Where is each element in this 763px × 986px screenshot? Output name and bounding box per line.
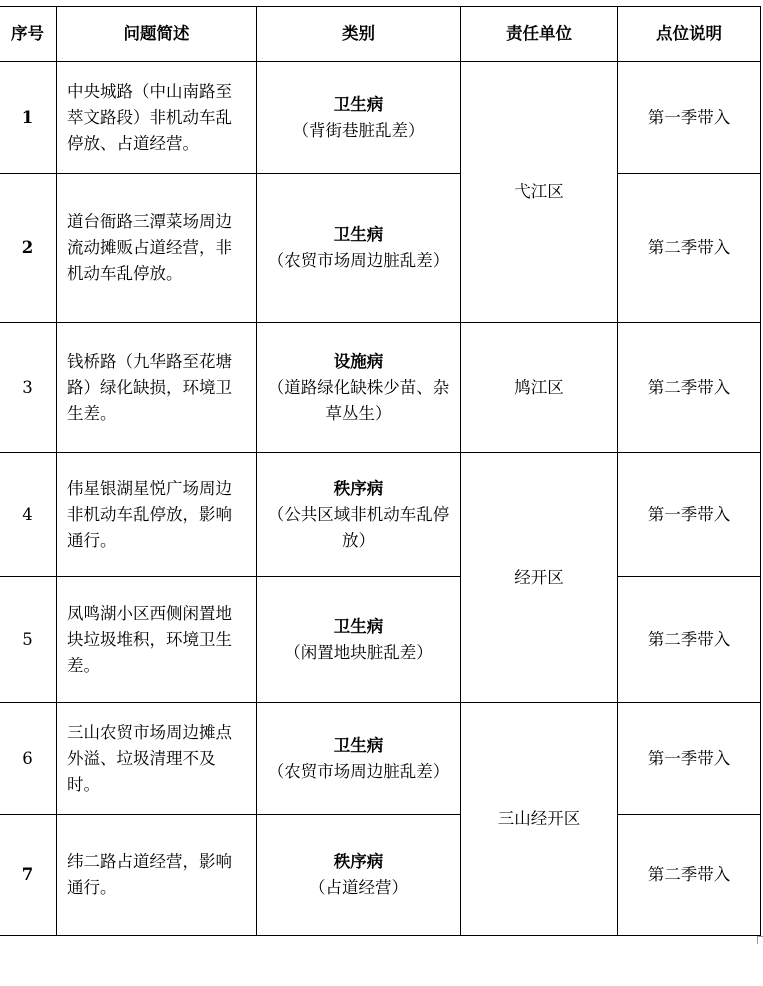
unit-text: 鸠江区 bbox=[514, 377, 564, 397]
responsible-unit bbox=[461, 323, 618, 453]
point-note: 第一季带入 bbox=[618, 703, 761, 815]
category-detail: （闲置地块脏乱差） bbox=[284, 642, 433, 662]
header-cell-desc: 问题简述 bbox=[57, 7, 257, 62]
problem-description: 伟星银湖星悦广场周边非机动车乱停放，影响通行。 bbox=[57, 453, 257, 577]
responsible-unit bbox=[461, 453, 618, 703]
issue-table bbox=[0, 6, 761, 936]
category-detail: （农贸市场周边脏乱差） bbox=[267, 761, 450, 781]
category-detail: （公共区域非机动车乱停放） bbox=[267, 504, 450, 550]
category-name: 秩序病 bbox=[333, 478, 384, 498]
header-cell-unit: 责任单位 bbox=[461, 7, 618, 62]
category-name: 设施病 bbox=[333, 351, 384, 371]
table-row bbox=[0, 453, 761, 577]
row-number: 7 bbox=[0, 815, 57, 936]
category-cell bbox=[257, 62, 461, 174]
point-note: 第一季带入 bbox=[618, 62, 761, 174]
table-row bbox=[0, 62, 761, 174]
unit-text: 弋江区 bbox=[514, 182, 564, 201]
category-detail: （道路绿化缺株少苗、杂草丛生） bbox=[267, 377, 450, 423]
unit-text: 经开区 bbox=[514, 567, 564, 587]
header-cell-category: 类别 bbox=[257, 7, 461, 62]
category-cell bbox=[257, 815, 461, 936]
row-number: 6 bbox=[0, 703, 57, 815]
category-detail: （背街巷脏乱差） bbox=[292, 120, 425, 140]
category-cell bbox=[257, 174, 461, 323]
category-name: 卫生病 bbox=[333, 225, 384, 244]
category-name: 秩序病 bbox=[333, 852, 384, 871]
table-row bbox=[0, 703, 761, 815]
category-cell bbox=[257, 703, 461, 815]
category-cell bbox=[257, 453, 461, 577]
point-note: 第二季带入 bbox=[618, 174, 761, 323]
point-note: 第二季带入 bbox=[618, 815, 761, 936]
table-row bbox=[0, 815, 761, 936]
category-name: 卫生病 bbox=[333, 616, 384, 636]
responsible-unit bbox=[461, 62, 618, 323]
row-number: 5 bbox=[0, 577, 57, 703]
row-number: 3 bbox=[0, 323, 57, 453]
problem-description: 中央城路（中山南路至萃文路段）非机动车乱停放、占道经营。 bbox=[57, 62, 257, 174]
row-number: 4 bbox=[0, 453, 57, 577]
row-number: 1 bbox=[0, 62, 57, 174]
responsible-unit bbox=[461, 703, 618, 936]
header-row bbox=[0, 7, 761, 62]
problem-description: 凤鸣湖小区西侧闲置地块垃圾堆积，环境卫生差。 bbox=[57, 577, 257, 703]
unit-text: 三山经开区 bbox=[497, 809, 581, 828]
category-name: 卫生病 bbox=[333, 735, 384, 755]
table-row bbox=[0, 577, 761, 703]
problem-description: 三山农贸市场周边摊点外溢、垃圾清理不及时。 bbox=[57, 703, 257, 815]
category-detail: （农贸市场周边脏乱差） bbox=[267, 251, 450, 270]
problem-description: 纬二路占道经营，影响通行。 bbox=[57, 815, 257, 936]
problem-description: 钱桥路（九华路至花塘路）绿化缺损，环境卫生差。 bbox=[57, 323, 257, 453]
problem-description: 道台衙路三潭菜场周边流动摊贩占道经营，非机动车乱停放。 bbox=[57, 174, 257, 323]
category-cell bbox=[257, 323, 461, 453]
category-detail: （占道经营） bbox=[309, 878, 408, 897]
header-cell-note: 点位说明 bbox=[618, 7, 761, 62]
table-row bbox=[0, 174, 761, 323]
header-cell-no: 序号 bbox=[0, 7, 57, 62]
point-note: 第二季带入 bbox=[618, 323, 761, 453]
page-corner-mark bbox=[757, 936, 763, 944]
category-cell bbox=[257, 577, 461, 703]
row-number: 2 bbox=[0, 174, 57, 323]
table-row bbox=[0, 323, 761, 453]
point-note: 第二季带入 bbox=[618, 577, 761, 703]
point-note: 第一季带入 bbox=[618, 453, 761, 577]
category-name: 卫生病 bbox=[333, 94, 384, 114]
